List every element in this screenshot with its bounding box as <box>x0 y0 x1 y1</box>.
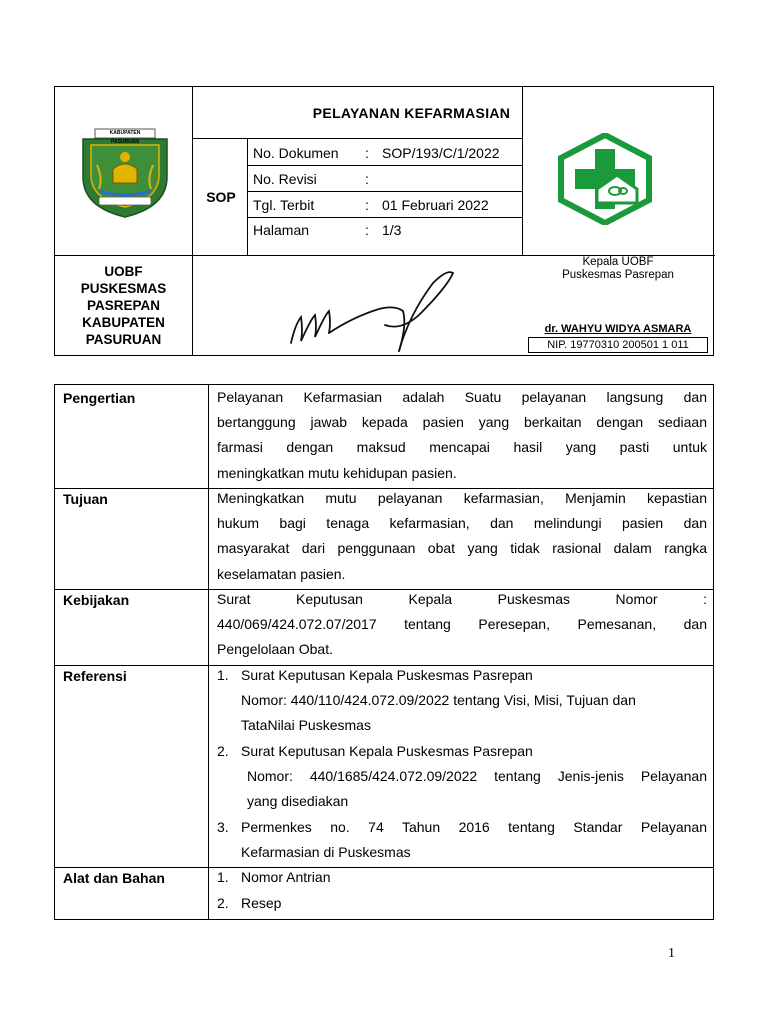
document-title: PELAYANAN KEFARMASIAN <box>312 104 511 121</box>
org-line: PUSKESMAS <box>80 281 167 296</box>
label-tujuan: Tujuan <box>63 491 108 507</box>
kepala-title: Kepala UOBF <box>582 256 654 268</box>
text-line: Kefarmasian di Puskesmas <box>241 844 411 861</box>
meta-value: 1/3 <box>382 221 402 238</box>
text-line: Permenkes no. 74 Tahun 2016 tentang Standar Pelayanan <box>241 819 707 835</box>
org-line: PASREPAN <box>86 298 160 313</box>
text-line: Resep <box>241 895 282 911</box>
sop-label: SOP <box>206 188 236 205</box>
meta-colon: : <box>365 170 369 187</box>
text-line: Pelayanan Kefarmasian adalah Suatu pelayanan langsung dan <box>217 389 707 405</box>
organization-name <box>55 255 192 356</box>
text-line: Surat Keputusan Kepala Puskesmas Pasrepan <box>241 743 533 759</box>
meta-row-tgl-terbit <box>247 192 576 217</box>
text-line: Meningkatkan mutu pelayanan kefarmasian, Menjamin kepastian <box>217 490 707 506</box>
text-line: yang disediakan <box>247 793 349 810</box>
sop-content-table <box>54 384 714 920</box>
page-number: 1 <box>668 946 675 961</box>
org-line: KABUPATEN <box>82 315 165 330</box>
text-line: meningkatkan mutu kehidupan pasien. <box>217 464 457 481</box>
list-number: 1. <box>217 667 229 683</box>
puskesmas-logo <box>557 133 653 225</box>
doctor-name: dr. WAHYU WIDYA ASMARA <box>544 323 692 335</box>
meta-row-no-dokumen <box>247 140 576 165</box>
nip-box: NIP. 19770310 200501 1 011 <box>528 337 708 353</box>
text-tujuan <box>217 486 707 587</box>
text-line: TataNilai Puskesmas <box>241 717 371 734</box>
text-line: Surat Keputusan Kepala Puskesmas Nomor : <box>217 591 707 607</box>
meta-row-no-revisi <box>247 166 576 191</box>
meta-row-halaman <box>247 217 576 242</box>
text-line: Nomor: 440/1685/424.072.09/2022 tentang Jenis-jenis Pelayanan <box>247 768 707 785</box>
meta-key: Halaman <box>253 221 310 238</box>
text-line: keselamatan pasien. <box>217 565 346 582</box>
label-alat-dan-bahan: Alat dan Bahan <box>63 870 165 886</box>
label-referensi: Referensi <box>63 668 127 684</box>
list-number: 1. <box>217 869 229 885</box>
list-number: 3. <box>217 819 229 835</box>
text-line: Nomor Antrian <box>241 869 331 885</box>
text-line: Nomor: 440/110/424.072.09/2022 tentang Visi, Misi, Tujuan dan <box>241 692 636 709</box>
meta-key: No. Dokumen <box>253 144 339 161</box>
kepala-block <box>522 255 714 282</box>
signature <box>283 265 463 355</box>
text-kebijakan <box>217 587 707 663</box>
document-header <box>54 86 714 356</box>
text-line: masyarakat dari penggunaan obat yang tidak rasional dalam rangka <box>217 540 707 557</box>
meta-key: No. Revisi <box>253 170 317 187</box>
list-number: 2. <box>217 743 229 759</box>
text-line: bertanggung jawab kepada pasien yang berkaitan dengan sediaan <box>217 414 707 431</box>
text-line: hukum bagi tenaga kefarmasian, dan melindungi pasien dan <box>217 515 707 532</box>
meta-colon: : <box>365 144 369 161</box>
meta-value: 01 Februari 2022 <box>382 196 489 213</box>
label-pengertian: Pengertian <box>63 390 136 406</box>
kepala-unit: Puskesmas Pasrepan <box>562 269 674 281</box>
meta-key: Tgl. Terbit <box>253 196 315 213</box>
text-line: Surat Keputusan Kepala Puskesmas Pasrepan <box>241 667 533 683</box>
kabupaten-pasuruan-logo <box>69 127 181 219</box>
text-line: 440/069/424.072.07/2017 tentang Peresepan, Pemesanan, dan <box>217 616 707 633</box>
label-kebijakan: Kebijakan <box>63 592 130 608</box>
org-line: PASURUAN <box>85 332 162 347</box>
org-line: UOBF <box>104 264 143 279</box>
text-pengertian <box>217 385 707 486</box>
list-number: 2. <box>217 895 229 911</box>
meta-colon: : <box>365 221 369 238</box>
text-line: Pengelolaan Obat. <box>217 641 333 658</box>
text-line: farmasi dengan maksud mencapai hasil yang pasti untuk <box>217 439 707 456</box>
meta-colon: : <box>365 196 369 213</box>
meta-value: SOP/193/C/1/2022 <box>382 144 500 161</box>
logo-caption: KABUPATEN PASURUAN <box>109 130 141 145</box>
